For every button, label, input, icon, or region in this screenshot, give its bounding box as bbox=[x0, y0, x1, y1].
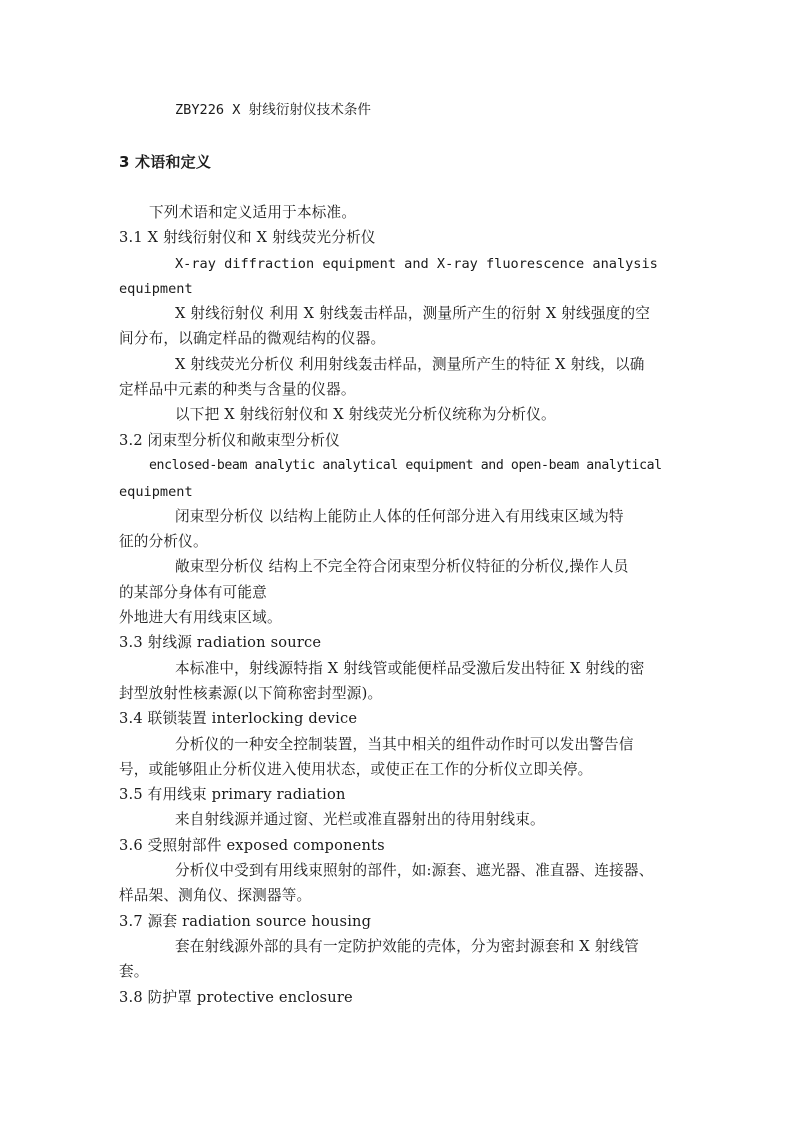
term-3-2-title: 3.2 闭束型分析仪和敞束型分析仪 bbox=[119, 432, 340, 449]
term-3-1-english-line-2: equipment bbox=[119, 281, 193, 297]
term-3-2-english-line-2: equipment bbox=[119, 484, 193, 500]
term-3-3-definition-line-2: 封型放射性核素源(以下简称密封型源)。 bbox=[119, 685, 383, 702]
term-3-2-definition-1-line-1: 闭束型分析仪 以结构上能防止人体的任何部分进入有用线束区域为特 bbox=[175, 508, 624, 525]
term-3-3-title: 3.3 射线源 radiation source bbox=[119, 634, 322, 651]
section-heading: 3 术语和定义 bbox=[119, 153, 212, 171]
term-3-1-definition-1-line-1: X 射线衍射仪 利用 X 射线轰击样品，测量所产生的衍射 X 射线强度的空 bbox=[175, 305, 651, 322]
term-3-6-title: 3.6 受照射部件 exposed components bbox=[119, 837, 385, 854]
term-3-6-definition-line-2: 样品架、测角仪、探测器等。 bbox=[119, 887, 312, 904]
term-3-1-note: 以下把 X 射线衍射仪和 X 射线荧光分析仪统称为分析仪。 bbox=[175, 406, 556, 423]
term-3-2-definition-2-line-1: 敞束型分析仪 结构上不完全符合闭束型分析仪特征的分析仪,操作人员 bbox=[175, 558, 629, 575]
term-3-1-definition-1-line-2: 间分布，以确定样品的微观结构的仪器。 bbox=[119, 330, 386, 347]
term-3-7-definition-line-2: 套。 bbox=[119, 963, 149, 980]
term-3-8-title: 3.8 防护罩 protective enclosure bbox=[119, 989, 353, 1006]
term-3-4-definition-line-1: 分析仪的一种安全控制装置，当其中相关的组件动作时可以发出警告信 bbox=[175, 736, 634, 753]
term-3-1-title: 3.1 X 射线衍射仪和 X 射线荧光分析仪 bbox=[119, 229, 376, 246]
term-3-3-definition-line-1: 本标准中，射线源特指 X 射线管或能便样品受激后发出特征 X 射线的密 bbox=[175, 660, 645, 677]
term-3-2-english-line-1: enclosed-beam analytic analytical equipment and open-beam analytical bbox=[149, 458, 662, 473]
term-3-7-title: 3.7 源套 radiation source housing bbox=[119, 913, 372, 930]
term-3-2-definition-2-line-3: 外地进大有用线束区域。 bbox=[119, 609, 282, 626]
term-3-1-english-line-1: X-ray diffraction equipment and X-ray fluorescence analysis bbox=[175, 256, 658, 272]
term-3-7-definition-line-1: 套在射线源外部的具有一定防护效能的壳体，分为密封源套和 X 射线管 bbox=[175, 938, 640, 955]
term-3-1-definition-2-line-2: 定样品中元素的种类与含量的仪器。 bbox=[119, 381, 356, 398]
term-3-1-definition-2-line-1: X 射线荧光分析仪 利用射线轰击样品，测量所产生的特征 X 射线，以确 bbox=[175, 356, 645, 373]
term-3-4-title: 3.4 联锁装置 interlocking device bbox=[119, 710, 358, 727]
term-3-2-definition-2-line-2: 的某部分身体有可能意 bbox=[119, 584, 267, 601]
term-3-5-definition: 来自射线源并通过窗、光栏或准直器射出的待用射线束。 bbox=[175, 811, 545, 828]
term-3-5-title: 3.5 有用线束 primary radiation bbox=[119, 786, 346, 803]
term-3-2-definition-1-line-2: 征的分析仪。 bbox=[119, 533, 208, 550]
reference-standard-line: ZBY226 X 射线衍射仪技术条件 bbox=[175, 102, 372, 118]
term-3-6-definition-line-1: 分析仪中受到有用线束照射的部件，如:源套、遮光器、准直器、连接器、 bbox=[175, 862, 654, 879]
intro-paragraph: 下列术语和定义适用于本标准。 bbox=[149, 204, 357, 221]
term-3-4-definition-line-2: 号，或能够阻止分析仪进入使用状态，或使正在工作的分析仪立即关停。 bbox=[119, 761, 593, 778]
